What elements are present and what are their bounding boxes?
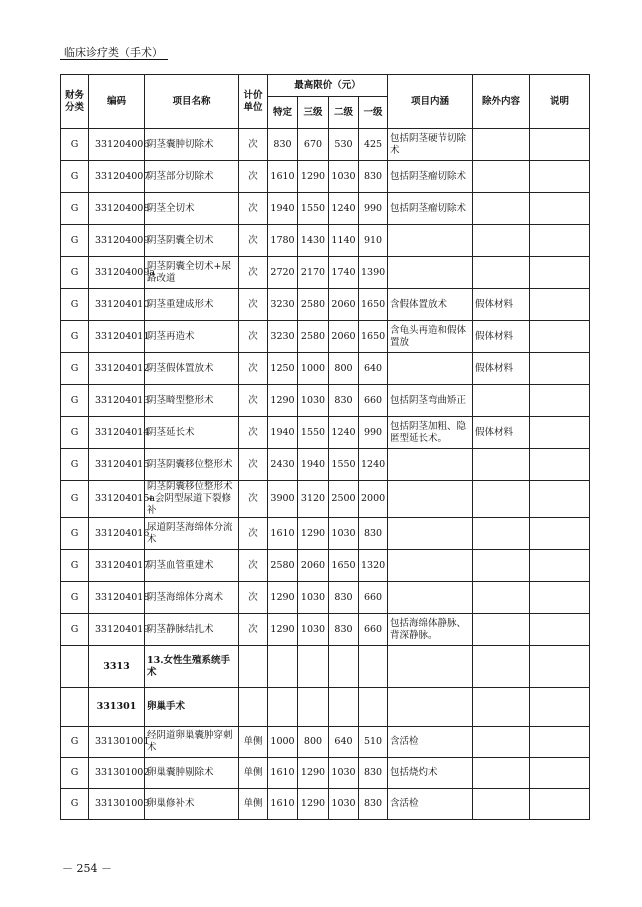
unit-cell: 次 [239, 385, 268, 417]
unit-cell: 次 [239, 518, 268, 550]
price-level3-cell: 1290 [298, 789, 329, 820]
table-cell [268, 688, 298, 727]
table-cell [530, 688, 590, 727]
code-cell: 331204010 [89, 289, 145, 321]
section-name: 13.女性生殖系统手术 [145, 646, 239, 688]
content-cell: 包括阴茎硬节切除术 [388, 129, 473, 161]
price-special-cell: 1610 [268, 789, 298, 820]
category-cell: G [61, 385, 89, 417]
price-level1-cell: 425 [359, 129, 388, 161]
note-cell [530, 193, 590, 225]
excluded-cell: 假体材料 [473, 353, 530, 385]
price-special-cell: 1940 [268, 193, 298, 225]
header-level2: 二级 [329, 97, 359, 129]
code-cell: 331301002 [89, 758, 145, 789]
price-level2-cell: 530 [329, 129, 359, 161]
table-row [61, 417, 590, 449]
content-cell [388, 582, 473, 614]
note-cell [530, 321, 590, 353]
table-row [61, 481, 590, 518]
name-cell: 尿道阴茎海绵体分流术 [145, 518, 239, 550]
table-cell [359, 646, 388, 688]
table-row [61, 758, 590, 789]
price-level3-cell: 670 [298, 129, 329, 161]
price-special-cell: 2580 [268, 550, 298, 582]
price-level2-cell: 800 [329, 353, 359, 385]
name-cell: 阴茎全切术 [145, 193, 239, 225]
table-cell [329, 688, 359, 727]
header-content: 项目内涵 [388, 75, 473, 129]
section-code: 331301 [89, 688, 145, 727]
content-cell: 包括阴茎加粗、隐匿型延长术。 [388, 417, 473, 449]
note-cell [530, 129, 590, 161]
content-cell [388, 518, 473, 550]
content-cell: 含活检 [388, 727, 473, 758]
price-level3-cell: 1550 [298, 417, 329, 449]
note-cell [530, 385, 590, 417]
table-cell [530, 646, 590, 688]
code-cell: 331204017 [89, 550, 145, 582]
section-row [61, 688, 590, 727]
table-cell [298, 688, 329, 727]
excluded-cell [473, 582, 530, 614]
price-level1-cell: 510 [359, 727, 388, 758]
unit-cell: 次 [239, 481, 268, 518]
code-cell: 331204014 [89, 417, 145, 449]
section-row [61, 646, 590, 688]
price-level3-cell: 800 [298, 727, 329, 758]
price-special-cell: 3230 [268, 289, 298, 321]
unit-cell: 次 [239, 289, 268, 321]
price-level1-cell: 1390 [359, 257, 388, 289]
price-level2-cell: 1240 [329, 193, 359, 225]
table-cell [239, 688, 268, 727]
price-level2-cell: 830 [329, 385, 359, 417]
price-level3-cell: 1030 [298, 614, 329, 646]
category-cell: G [61, 257, 89, 289]
content-cell: 包括阴茎瘤切除术 [388, 161, 473, 193]
content-cell [388, 449, 473, 481]
price-level3-cell: 1290 [298, 518, 329, 550]
unit-cell: 次 [239, 353, 268, 385]
name-cell: 卵巢囊肿剔除术 [145, 758, 239, 789]
table-cell [329, 646, 359, 688]
note-cell [530, 582, 590, 614]
price-level1-cell: 910 [359, 225, 388, 257]
table-row [61, 385, 590, 417]
content-cell: 包括阴茎弯曲矫正 [388, 385, 473, 417]
price-level3-cell: 3120 [298, 481, 329, 518]
price-level3-cell: 2060 [298, 550, 329, 582]
content-cell [388, 550, 473, 582]
unit-cell: 次 [239, 449, 268, 481]
unit-cell: 次 [239, 582, 268, 614]
code-cell: 331204015 [89, 449, 145, 481]
header-level1: 一级 [359, 97, 388, 129]
table-row [61, 321, 590, 353]
table-cell [473, 688, 530, 727]
excluded-cell [473, 758, 530, 789]
section-code: 3313 [89, 646, 145, 688]
price-special-cell: 2720 [268, 257, 298, 289]
unit-cell: 次 [239, 417, 268, 449]
code-cell: 331301001 [89, 727, 145, 758]
price-level1-cell: 1650 [359, 321, 388, 353]
price-level2-cell: 830 [329, 614, 359, 646]
table-cell [298, 646, 329, 688]
category-cell: G [61, 353, 89, 385]
name-cell: 阴茎阴囊全切术 [145, 225, 239, 257]
price-level3-cell: 2170 [298, 257, 329, 289]
price-level3-cell: 1030 [298, 385, 329, 417]
name-cell: 阴茎囊肿切除术 [145, 129, 239, 161]
name-cell: 阴茎血管重建术 [145, 550, 239, 582]
price-level2-cell: 1740 [329, 257, 359, 289]
price-special-cell: 830 [268, 129, 298, 161]
category-cell: G [61, 417, 89, 449]
price-level1-cell: 640 [359, 353, 388, 385]
unit-cell: 单侧 [239, 727, 268, 758]
price-level2-cell: 2060 [329, 289, 359, 321]
price-level2-cell: 1650 [329, 550, 359, 582]
note-cell [530, 161, 590, 193]
code-cell: 331204012 [89, 353, 145, 385]
price-level2-cell: 1240 [329, 417, 359, 449]
note-cell [530, 417, 590, 449]
excluded-cell [473, 225, 530, 257]
name-cell: 阴茎假体置放术 [145, 353, 239, 385]
unit-cell: 次 [239, 225, 268, 257]
price-level3-cell: 2580 [298, 321, 329, 353]
excluded-cell [473, 789, 530, 820]
excluded-cell [473, 614, 530, 646]
category-cell: G [61, 321, 89, 353]
unit-cell: 次 [239, 193, 268, 225]
unit-cell: 次 [239, 161, 268, 193]
table-cell [473, 646, 530, 688]
price-level1-cell: 2000 [359, 481, 388, 518]
table-row [61, 449, 590, 481]
unit-cell: 单侧 [239, 789, 268, 820]
unit-cell: 次 [239, 614, 268, 646]
header-excluded: 除外内容 [473, 75, 530, 129]
price-level2-cell: 2060 [329, 321, 359, 353]
table-cell [268, 646, 298, 688]
code-cell: 331204016 [89, 518, 145, 550]
note-cell [530, 289, 590, 321]
price-special-cell: 1290 [268, 582, 298, 614]
price-level1-cell: 990 [359, 417, 388, 449]
table-cell [61, 688, 89, 727]
table-row [61, 614, 590, 646]
price-special-cell: 1780 [268, 225, 298, 257]
table-row [61, 225, 590, 257]
table-cell [388, 688, 473, 727]
section-name: 卵巢手术 [145, 688, 239, 727]
price-level2-cell: 640 [329, 727, 359, 758]
note-cell [530, 257, 590, 289]
price-level1-cell: 660 [359, 385, 388, 417]
price-level3-cell: 2580 [298, 289, 329, 321]
table-row [61, 518, 590, 550]
price-level2-cell: 1030 [329, 789, 359, 820]
price-level3-cell: 1030 [298, 582, 329, 614]
note-cell [530, 614, 590, 646]
excluded-cell [473, 449, 530, 481]
code-cell: 331204015a [89, 481, 145, 518]
category-cell: G [61, 161, 89, 193]
content-cell: 包括阴茎瘤切除术 [388, 193, 473, 225]
note-cell [530, 449, 590, 481]
code-cell: 331204006 [89, 129, 145, 161]
unit-cell: 单侧 [239, 758, 268, 789]
name-cell: 阴茎部分切除术 [145, 161, 239, 193]
price-level2-cell: 2500 [329, 481, 359, 518]
price-level2-cell: 1550 [329, 449, 359, 481]
name-cell: 阴茎再造术 [145, 321, 239, 353]
table-row [61, 353, 590, 385]
price-special-cell: 1250 [268, 353, 298, 385]
category-cell: G [61, 550, 89, 582]
price-level3-cell: 1290 [298, 161, 329, 193]
note-cell [530, 353, 590, 385]
table-cell [239, 646, 268, 688]
price-level3-cell: 1940 [298, 449, 329, 481]
note-cell [530, 789, 590, 820]
table-row [61, 582, 590, 614]
table-cell [359, 688, 388, 727]
table-row [61, 161, 590, 193]
content-cell: 含龟头再造和假体置放 [388, 321, 473, 353]
price-level1-cell: 830 [359, 758, 388, 789]
category-cell: G [61, 614, 89, 646]
name-cell: 阴茎延长术 [145, 417, 239, 449]
price-special-cell: 1610 [268, 161, 298, 193]
price-level2-cell: 830 [329, 582, 359, 614]
excluded-cell [473, 257, 530, 289]
code-cell: 331204008 [89, 193, 145, 225]
note-cell [530, 481, 590, 518]
price-level2-cell: 1030 [329, 518, 359, 550]
price-special-cell: 1610 [268, 758, 298, 789]
category-cell: G [61, 758, 89, 789]
price-special-cell: 2430 [268, 449, 298, 481]
table-row [61, 193, 590, 225]
table-row [61, 789, 590, 820]
category-cell: G [61, 518, 89, 550]
unit-cell: 次 [239, 257, 268, 289]
header-unit: 计价单位 [239, 75, 268, 129]
unit-cell: 次 [239, 550, 268, 582]
price-level1-cell: 660 [359, 582, 388, 614]
note-cell [530, 550, 590, 582]
unit-cell: 次 [239, 129, 268, 161]
price-level3-cell: 1000 [298, 353, 329, 385]
note-cell [530, 518, 590, 550]
name-cell: 阴茎阴囊移位整形术 [145, 449, 239, 481]
content-cell [388, 353, 473, 385]
code-cell: 331204018 [89, 582, 145, 614]
excluded-cell [473, 193, 530, 225]
note-cell [530, 758, 590, 789]
table-cell [61, 646, 89, 688]
header-level3: 三级 [298, 97, 329, 129]
header-price-group: 最高限价（元） [268, 75, 388, 97]
content-cell: 含活检 [388, 789, 473, 820]
header-note: 说明 [530, 75, 590, 129]
price-level2-cell: 1030 [329, 758, 359, 789]
table-row [61, 727, 590, 758]
content-cell: 包括烧灼术 [388, 758, 473, 789]
price-level3-cell: 1550 [298, 193, 329, 225]
price-level3-cell: 1430 [298, 225, 329, 257]
name-cell: 阴茎重建成形术 [145, 289, 239, 321]
fee-table [60, 74, 590, 820]
table-row [61, 129, 590, 161]
page-header: 临床诊疗类（手术） [64, 46, 163, 59]
price-level1-cell: 1240 [359, 449, 388, 481]
table-row [61, 257, 590, 289]
price-level1-cell: 660 [359, 614, 388, 646]
name-cell: 阴茎海绵体分离术 [145, 582, 239, 614]
content-cell [388, 225, 473, 257]
header-code: 编码 [89, 75, 145, 129]
code-cell: 331204019 [89, 614, 145, 646]
excluded-cell: 假体材料 [473, 321, 530, 353]
category-cell: G [61, 449, 89, 481]
price-level1-cell: 1650 [359, 289, 388, 321]
code-cell: 331204009a [89, 257, 145, 289]
code-cell: 331301003 [89, 789, 145, 820]
price-special-cell: 1290 [268, 385, 298, 417]
table-row [61, 289, 590, 321]
category-cell: G [61, 789, 89, 820]
unit-cell: 次 [239, 321, 268, 353]
category-cell: G [61, 225, 89, 257]
excluded-cell: 假体材料 [473, 289, 530, 321]
name-cell: 阴茎畸型整形术 [145, 385, 239, 417]
category-cell: G [61, 727, 89, 758]
price-level3-cell: 1290 [298, 758, 329, 789]
note-cell [530, 727, 590, 758]
category-cell: G [61, 582, 89, 614]
price-level1-cell: 1320 [359, 550, 388, 582]
excluded-cell [473, 518, 530, 550]
category-cell: G [61, 193, 89, 225]
price-special-cell: 1290 [268, 614, 298, 646]
excluded-cell [473, 161, 530, 193]
code-cell: 331204011 [89, 321, 145, 353]
header-name: 项目名称 [145, 75, 239, 129]
price-level1-cell: 990 [359, 193, 388, 225]
price-level2-cell: 1030 [329, 161, 359, 193]
excluded-cell [473, 550, 530, 582]
page-number: － 254 － [62, 862, 112, 875]
table-row [61, 550, 590, 582]
name-cell: 阴茎阴囊移位整形术+会阴型尿道下裂修补 [145, 481, 239, 518]
note-cell [530, 225, 590, 257]
excluded-cell: 假体材料 [473, 417, 530, 449]
price-level2-cell: 1140 [329, 225, 359, 257]
price-level1-cell: 830 [359, 518, 388, 550]
header-special: 特定 [268, 97, 298, 129]
content-cell: 包括海绵体静脉、背深静脉。 [388, 614, 473, 646]
price-level1-cell: 830 [359, 789, 388, 820]
excluded-cell [473, 727, 530, 758]
excluded-cell [473, 385, 530, 417]
price-special-cell: 3230 [268, 321, 298, 353]
price-level1-cell: 830 [359, 161, 388, 193]
category-cell: G [61, 289, 89, 321]
name-cell: 阴茎阴囊全切术+尿路改道 [145, 257, 239, 289]
category-cell: G [61, 481, 89, 518]
content-cell [388, 257, 473, 289]
name-cell: 卵巢修补术 [145, 789, 239, 820]
content-cell [388, 481, 473, 518]
category-cell: G [61, 129, 89, 161]
price-special-cell: 1000 [268, 727, 298, 758]
content-cell: 含假体置放术 [388, 289, 473, 321]
table-cell [388, 646, 473, 688]
price-special-cell: 1940 [268, 417, 298, 449]
name-cell: 阴茎静脉结扎术 [145, 614, 239, 646]
header-underline [60, 59, 168, 60]
code-cell: 331204007 [89, 161, 145, 193]
header-category: 财务分类 [61, 75, 89, 129]
code-cell: 331204013 [89, 385, 145, 417]
price-special-cell: 1610 [268, 518, 298, 550]
code-cell: 331204009 [89, 225, 145, 257]
name-cell: 经阴道卵巢囊肿穿刺术 [145, 727, 239, 758]
excluded-cell [473, 129, 530, 161]
excluded-cell [473, 481, 530, 518]
price-special-cell: 3900 [268, 481, 298, 518]
